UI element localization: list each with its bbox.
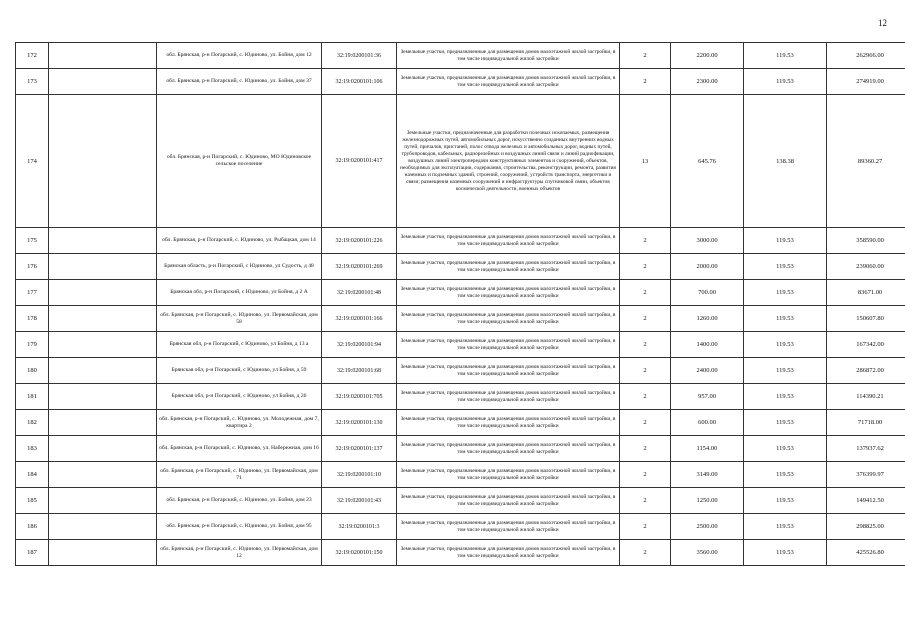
permitted-use-cell: Земельные участки, предназначенные для размещения домов малоэтажной жилой застройки, в том числе индивидуальной жилой застройки	[397, 43, 620, 69]
permitted-use-cell: Земельные участки, предназначенные для размещения домов малоэтажной жилой застройки, в том числе индивидуальной жилой застройки	[397, 306, 620, 332]
table-row	[16, 280, 905, 306]
row-number-cell: 186	[16, 514, 49, 540]
area-cell: 600.00	[671, 410, 744, 436]
permitted-use-cell: Земельные участки, предназначенные для размещения домов малоэтажной жилой застройки, в том числе индивидуальной жилой застройки	[397, 254, 620, 280]
empty-cell	[49, 436, 157, 462]
group-code-cell: 2	[620, 254, 671, 280]
table-row	[16, 384, 905, 410]
group-code-cell: 13	[620, 95, 671, 228]
area-cell: 1154.00	[671, 436, 744, 462]
empty-cell	[49, 410, 157, 436]
cadastral-value-cell: 425526.80	[827, 540, 905, 566]
cadastral-number-cell: 32:19:0200101:43	[322, 488, 397, 514]
row-number-cell: 182	[16, 410, 49, 436]
address-cell: обл. Брянская, р-н Погарский, с. Юдиново, ул. Первомайская, дом 12	[157, 540, 322, 566]
permitted-use-cell: Земельные участки, предназначенные для размещения домов малоэтажной жилой застройки, в том числе индивидуальной жилой застройки	[397, 358, 620, 384]
group-code-cell: 2	[620, 384, 671, 410]
empty-cell	[49, 462, 157, 488]
group-code-cell: 2	[620, 228, 671, 254]
cadastral-number-cell: 32:19:0200101:106	[322, 69, 397, 95]
table-body	[16, 43, 905, 566]
rate-cell: 119.53	[744, 488, 827, 514]
rate-cell: 119.53	[744, 540, 827, 566]
rate-cell: 119.53	[744, 514, 827, 540]
cadastral-value-cell: 137937.62	[827, 436, 905, 462]
cadastral-number-cell: 32:19:0200101:10	[322, 462, 397, 488]
cadastral-number-cell: 32:19:0200101:3	[322, 514, 397, 540]
area-cell: 3149.00	[671, 462, 744, 488]
group-code-cell: 2	[620, 410, 671, 436]
group-code-cell: 2	[620, 306, 671, 332]
cadastral-number-cell: 32:19:0200101:417	[322, 95, 397, 228]
table-row	[16, 332, 905, 358]
address-cell: Брянская обл, р-н Погарский, с Юдиново, ул Бойня, д 13 а	[157, 332, 322, 358]
address-cell: обл. Брянская, р-н Погарский, с. Юдиново, ул. Бойня, дом 95	[157, 514, 322, 540]
cadastral-number-cell: 32:19:0200101:150	[322, 540, 397, 566]
permitted-use-cell: Земельные участки, предназначенные для размещения домов малоэтажной жилой застройки, в том числе индивидуальной жилой застройки	[397, 280, 620, 306]
row-number-cell: 175	[16, 228, 49, 254]
rate-cell: 119.53	[744, 436, 827, 462]
empty-cell	[49, 254, 157, 280]
area-cell: 3000.00	[671, 228, 744, 254]
row-number-cell: 176	[16, 254, 49, 280]
permitted-use-cell: Земельные участки, предназначенные для размещения домов малоэтажной жилой застройки, в том числе индивидуальной жилой застройки	[397, 488, 620, 514]
permitted-use-cell: Земельные участки, предназначенные для размещения домов малоэтажной жилой застройки, в том числе индивидуальной жилой застройки	[397, 514, 620, 540]
cadastral-value-cell: 286872.00	[827, 358, 905, 384]
cadastral-number-cell: 32:19:0200101:130	[322, 410, 397, 436]
cadastral-value-cell: 274919.00	[827, 69, 905, 95]
cadastral-number-cell: 32:19:0200101:68	[322, 358, 397, 384]
rate-cell: 119.53	[744, 43, 827, 69]
group-code-cell: 2	[620, 488, 671, 514]
row-number-cell: 180	[16, 358, 49, 384]
group-code-cell: 2	[620, 43, 671, 69]
table-row	[16, 514, 905, 540]
rate-cell: 138.38	[744, 95, 827, 228]
cadastral-value-cell: 71718.00	[827, 410, 905, 436]
row-number-cell: 181	[16, 384, 49, 410]
cadastral-number-cell: 32:19:0200101:48	[322, 280, 397, 306]
area-cell: 645.76	[671, 95, 744, 228]
rate-cell: 119.53	[744, 228, 827, 254]
row-number-cell: 185	[16, 488, 49, 514]
address-cell: обл. Брянская, р-н Погарский, с. Юдиново, ул. Рыбацкая, дом 14	[157, 228, 322, 254]
row-number-cell: 173	[16, 69, 49, 95]
address-cell: обл. Брянская, р-н Погарский, с. Юдиново, МО Юдиновское сельское поселение	[157, 95, 322, 228]
row-number-cell: 187	[16, 540, 49, 566]
area-cell: 2000.00	[671, 254, 744, 280]
empty-cell	[49, 69, 157, 95]
cadastral-value-cell: 89360.27	[827, 95, 905, 228]
permitted-use-cell: Земельные участки, предназначенные для размещения домов малоэтажной жилой застройки, в том числе индивидуальной жилой застройки	[397, 410, 620, 436]
empty-cell	[49, 384, 157, 410]
rate-cell: 119.53	[744, 462, 827, 488]
empty-cell	[49, 43, 157, 69]
table-row	[16, 43, 905, 69]
permitted-use-cell: Земельные участки, предназначенные для размещения домов малоэтажной жилой застройки, в том числе индивидуальной жилой застройки	[397, 332, 620, 358]
cadastral-value-cell: 239060.00	[827, 254, 905, 280]
table-row	[16, 410, 905, 436]
area-cell: 957.00	[671, 384, 744, 410]
address-cell: Брянская обл, р-н Погарский, с Юдиново, ул Бойня, д 26	[157, 384, 322, 410]
address-cell: обл. Брянская, р-н Погарский, с. Юдиново, ул. Молодежная, дом 7, квартира 2	[157, 410, 322, 436]
row-number-cell: 183	[16, 436, 49, 462]
empty-cell	[49, 228, 157, 254]
empty-cell	[49, 358, 157, 384]
group-code-cell: 2	[620, 462, 671, 488]
rate-cell: 119.53	[744, 69, 827, 95]
row-number-cell: 177	[16, 280, 49, 306]
address-cell: обл. Брянская, р-н Погарский, с. Юдиново, ул. Первомайская, дом 58	[157, 306, 322, 332]
table-row	[16, 540, 905, 566]
cadastral-value-cell: 83671.00	[827, 280, 905, 306]
table-row	[16, 436, 905, 462]
rate-cell: 119.53	[744, 410, 827, 436]
cadastral-value-cell: 149412.50	[827, 488, 905, 514]
cadastral-number-cell: 32:19:0200101:226	[322, 228, 397, 254]
cadastral-value-cell: 114390.21	[827, 384, 905, 410]
address-cell: Брянская обл, р-н Погарский, с Юдиново, ул Бойня, д 2 А	[157, 280, 322, 306]
row-number-cell: 172	[16, 43, 49, 69]
area-cell: 2300.00	[671, 69, 744, 95]
area-cell: 1400.00	[671, 332, 744, 358]
group-code-cell: 2	[620, 436, 671, 462]
area-cell: 2500.00	[671, 514, 744, 540]
table-row	[16, 306, 905, 332]
address-cell: обл. Брянская, р-н Погарский, с. Юдиново, ул. Бойня, дом 12	[157, 43, 322, 69]
row-number-cell: 174	[16, 95, 49, 228]
group-code-cell: 2	[620, 540, 671, 566]
permitted-use-cell: Земельные участки, предназначенные для размещения домов малоэтажной жилой застройки, в том числе индивидуальной жилой застройки	[397, 540, 620, 566]
cadastral-number-cell: 32:19:0200101:137	[322, 436, 397, 462]
permitted-use-cell: Земельные участки, предназначенные для размещения домов малоэтажной жилой застройки, в том числе индивидуальной жилой застройки	[397, 384, 620, 410]
table-row	[16, 228, 905, 254]
address-cell: обл. Брянская, р-н Погарский, с. Юдиново, ул. Бойня, дом 23	[157, 488, 322, 514]
page-number: 12	[878, 18, 887, 28]
cadastral-value-cell: 376399.97	[827, 462, 905, 488]
empty-cell	[49, 306, 157, 332]
rate-cell: 119.53	[744, 384, 827, 410]
empty-cell	[49, 95, 157, 228]
empty-cell	[49, 280, 157, 306]
address-cell: обл. Брянская, р-н Погарский, с. Юдиново, ул. Бойня, дом 37	[157, 69, 322, 95]
group-code-cell: 2	[620, 69, 671, 95]
group-code-cell: 2	[620, 358, 671, 384]
table-row	[16, 462, 905, 488]
empty-cell	[49, 488, 157, 514]
rate-cell: 119.53	[744, 306, 827, 332]
cadastral-value-cell: 167342.00	[827, 332, 905, 358]
table-row	[16, 254, 905, 280]
address-cell: обл. Брянская, р-н Погарский, с. Юдиново, ул. Набережная, дом 16	[157, 436, 322, 462]
row-number-cell: 179	[16, 332, 49, 358]
cadastral-number-cell: 32:19:0200101:705	[322, 384, 397, 410]
permitted-use-cell: Земельные участки, предназначенные для размещения домов малоэтажной жилой застройки, в том числе индивидуальной жилой застройки	[397, 462, 620, 488]
table-row	[16, 95, 905, 228]
group-code-cell: 2	[620, 332, 671, 358]
area-cell: 700.00	[671, 280, 744, 306]
land-plot-table	[15, 42, 905, 566]
area-cell: 3560.00	[671, 540, 744, 566]
empty-cell	[49, 540, 157, 566]
permitted-use-cell: Земельные участки, предназначенные для размещения домов малоэтажной жилой застройки, в том числе индивидуальной жилой застройки	[397, 69, 620, 95]
address-cell: Брянская обл, р-н Погарский, с Юдиново, ул Бойня, д 59	[157, 358, 322, 384]
permitted-use-cell: Земельные участки, предназначенные для разработки полезных ископаемых, размещения железнодорожных путей, автомобильных дорог, искусственно созданных внутренних водных путей, причалов, пристаней, полос отвода железных и автомобильных дорог, водных путей, трубопроводов, кабельных, радиорелейных и воздушных линий связи и линий радиофикации, воздушных линий электропередачи конструктивных элементов и сооружений, объектов, необходимых для эксплуатации, содержания, строительства, реконструкции, ремонта, развития наземных и подземных зданий, строений, сооружений, устройств транспорта, энергетики и связи; размещения наземных сооружений и инфраструктуры спутниковой связи, объектов космической деятельности, военных объектов	[397, 95, 620, 228]
rate-cell: 119.53	[744, 358, 827, 384]
address-cell: Брянская область, р-н Погарский, с Юдиново, ул Судость, д 48	[157, 254, 322, 280]
rate-cell: 119.53	[744, 280, 827, 306]
group-code-cell: 2	[620, 280, 671, 306]
group-code-cell: 2	[620, 514, 671, 540]
rate-cell: 119.53	[744, 332, 827, 358]
table-row	[16, 69, 905, 95]
area-cell: 2200.00	[671, 43, 744, 69]
empty-cell	[49, 514, 157, 540]
cadastral-value-cell: 262966.00	[827, 43, 905, 69]
cadastral-number-cell: 32:19:0200101:269	[322, 254, 397, 280]
row-number-cell: 178	[16, 306, 49, 332]
cadastral-value-cell: 150607.80	[827, 306, 905, 332]
area-cell: 2400.00	[671, 358, 744, 384]
cadastral-value-cell: 358590.00	[827, 228, 905, 254]
table-row	[16, 488, 905, 514]
permitted-use-cell: Земельные участки, предназначенные для размещения домов малоэтажной жилой застройки, в том числе индивидуальной жилой застройки	[397, 436, 620, 462]
area-cell: 1260.00	[671, 306, 744, 332]
table-row	[16, 358, 905, 384]
cadastral-number-cell: 32:19:0200101:36	[322, 43, 397, 69]
permitted-use-cell: Земельные участки, предназначенные для размещения домов малоэтажной жилой застройки, в том числе индивидуальной жилой застройки	[397, 228, 620, 254]
cadastral-value-cell: 298825.00	[827, 514, 905, 540]
cadastral-number-cell: 32:19:0200101:166	[322, 306, 397, 332]
row-number-cell: 184	[16, 462, 49, 488]
address-cell: обл. Брянская, р-н Погарский, с. Юдиново, ул. Первомайская, дом 71	[157, 462, 322, 488]
rate-cell: 119.53	[744, 254, 827, 280]
cadastral-number-cell: 32:19:0200101:94	[322, 332, 397, 358]
area-cell: 1250.00	[671, 488, 744, 514]
empty-cell	[49, 332, 157, 358]
